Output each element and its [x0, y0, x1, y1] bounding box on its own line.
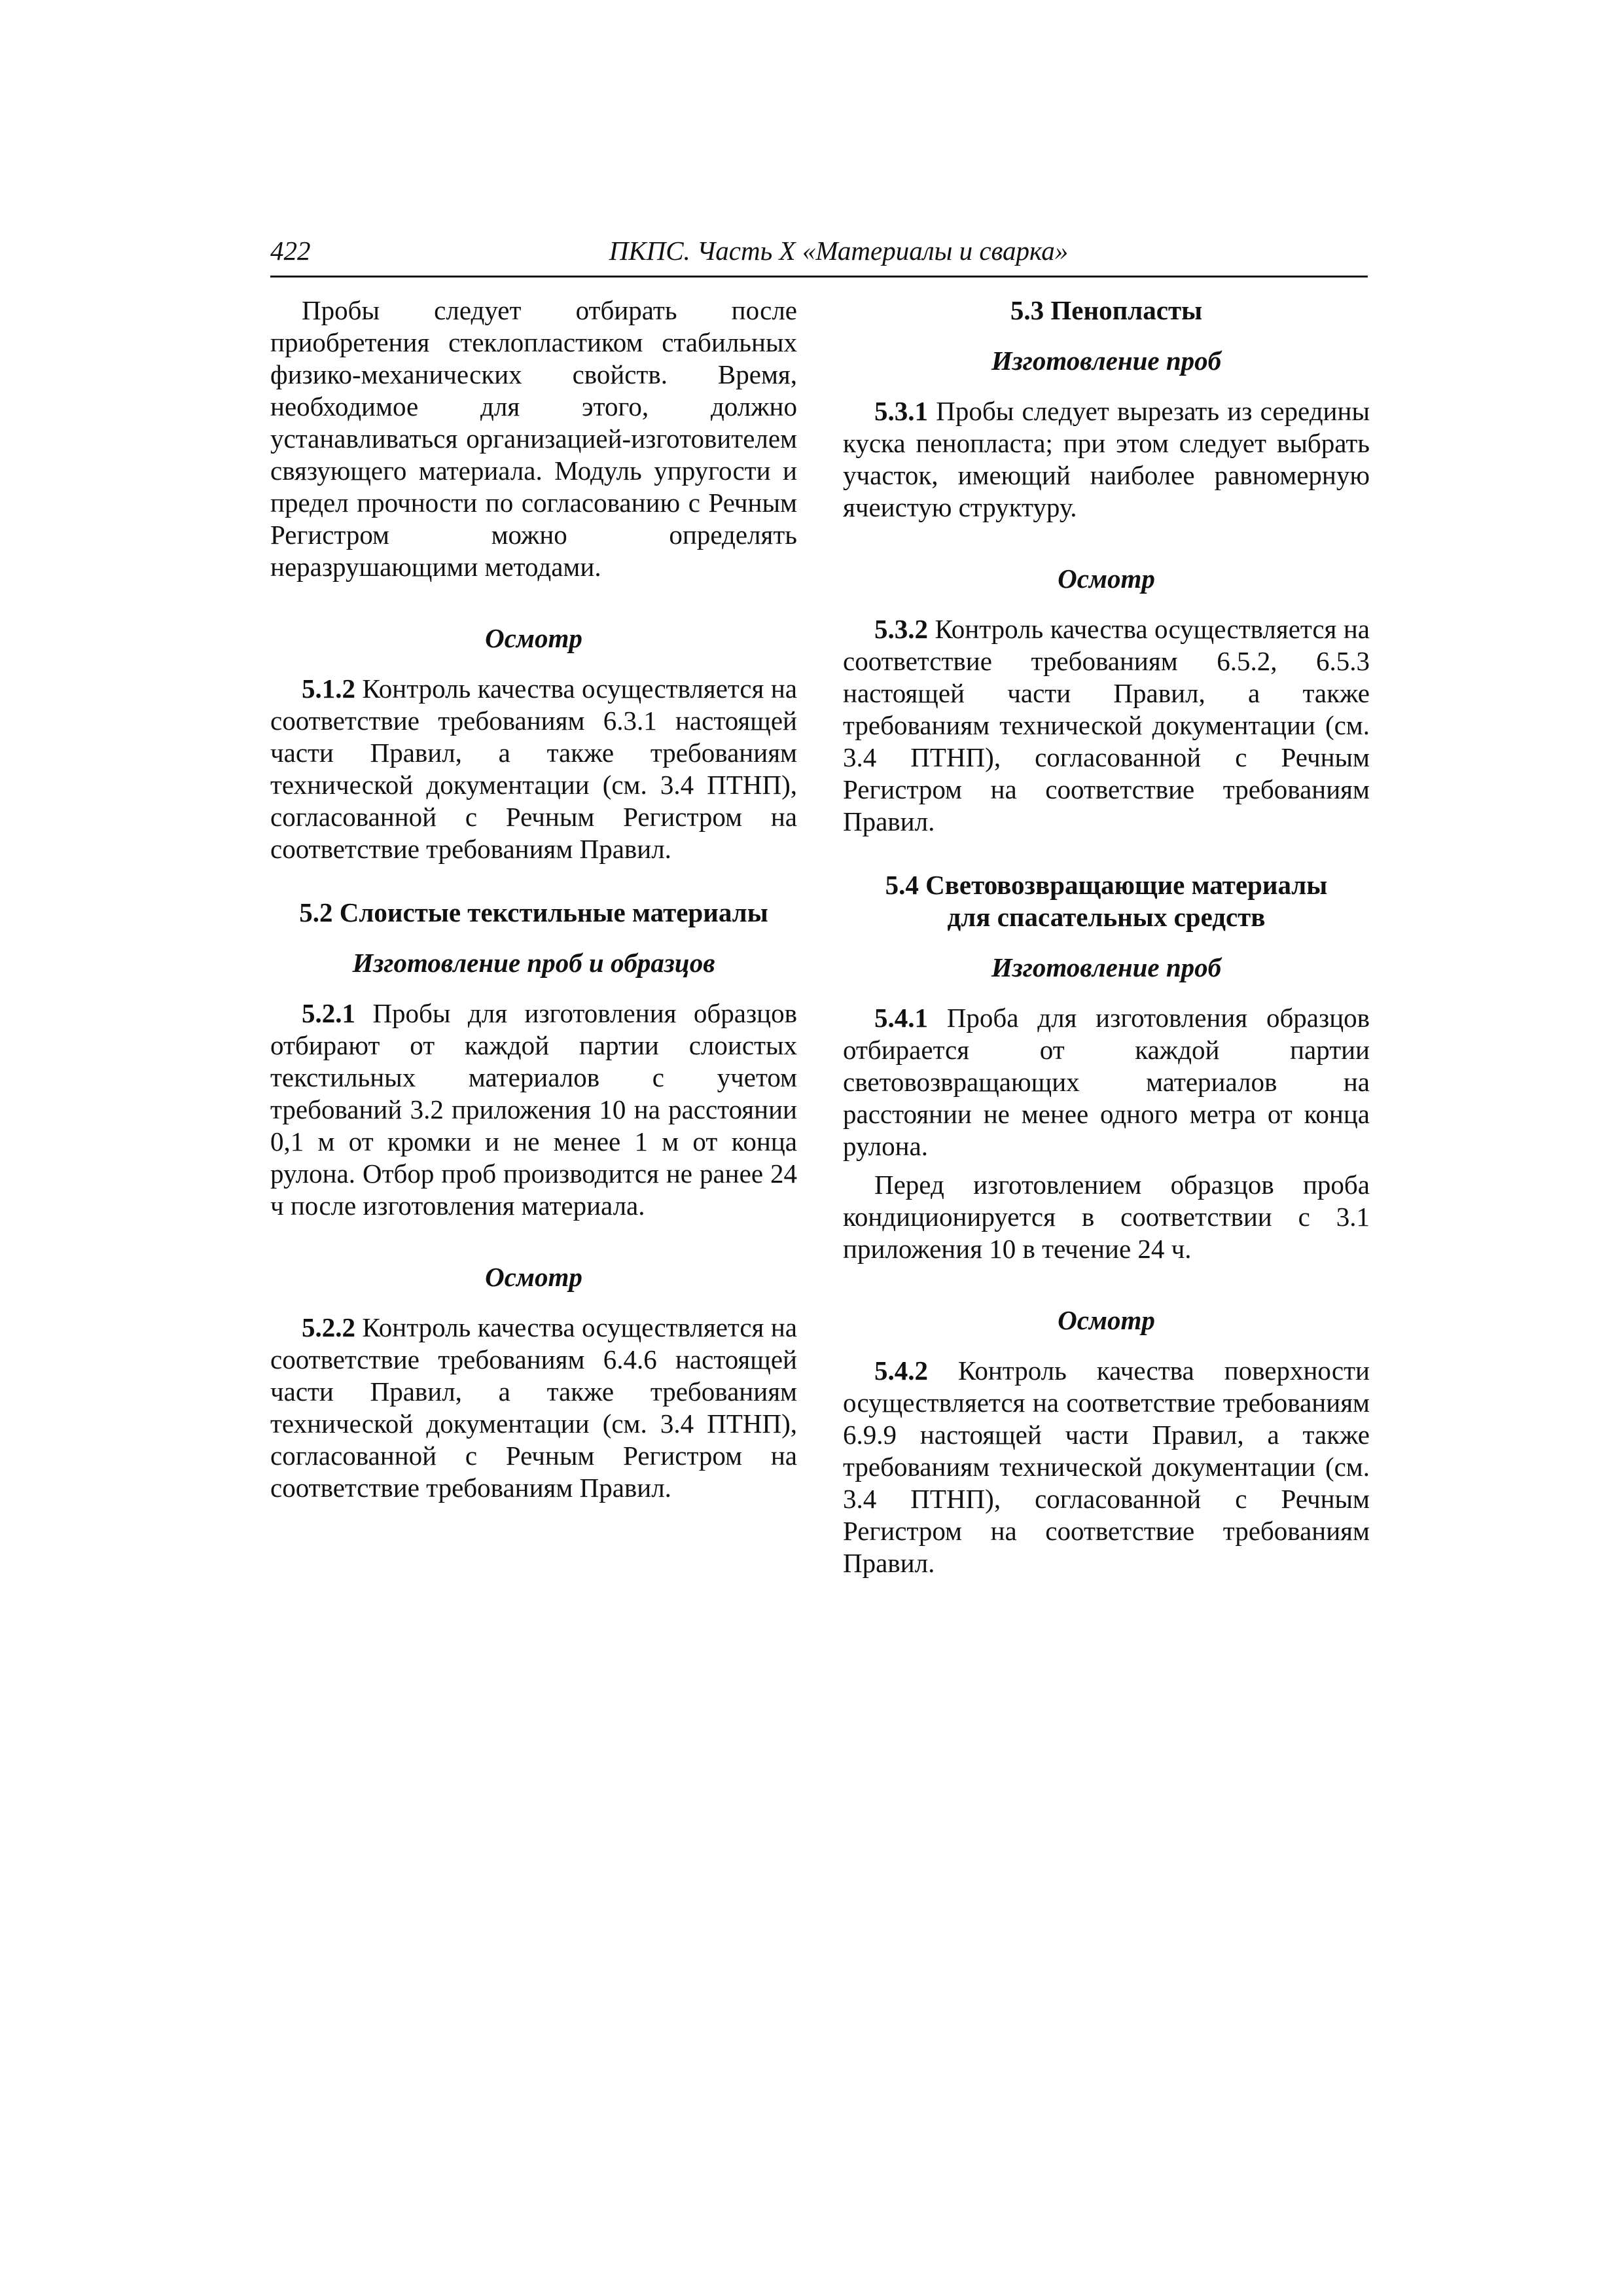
clause-text: Контроль качества осуществляется на соответствие требованиям 6.5.2, 6.5.3 настоящей части Правил, а также требованиям технической документации (см. 3.4 ПТНП), согласованной с Речным Регистром на соответствие требованиям Правил. [843, 614, 1370, 836]
paragraph-5-2-1 [270, 997, 797, 1222]
clause-number: 5.2.1 [302, 998, 355, 1028]
right-column [843, 295, 1370, 1579]
clause-text: Пробы следует вырезать из середины куска пенопласта; при этом следует выбрать участок, имеющий наиболее равномерную ячеистую структуру. [843, 396, 1370, 522]
paragraph-5-4-2 [843, 1355, 1370, 1579]
paragraph-5-4-1 [843, 1002, 1370, 1162]
paragraph-5-4-1b: Перед изготовлением образцов проба кондиционируется в соответствии с 3.1 приложения 10 в течение 24 ч. [843, 1170, 1370, 1264]
subheading-5-2: Изготовление проб и образцов [352, 948, 715, 978]
intro-paragraph: Пробы следует отбирать после приобретения стеклопластиком стабильных физико-механических свойств. Время, необходимое для этого, должно устанавливаться организацией-изготовителем связующего материала. Модуль упругости и предел прочности по согласованию с Речным Регистром можно определять неразрушающими методами. [270, 295, 797, 582]
subheading-5-3: Изготовление проб [991, 346, 1222, 376]
section-5-2-title: 5.2 Слоистые текстильные материалы [299, 897, 768, 927]
section-5-4-title-line1: 5.4 Световозвращающие материалы [885, 870, 1328, 900]
left-column [270, 295, 797, 1504]
clause-number: 5.1.2 [302, 673, 355, 704]
paragraph-5-3-2 [843, 613, 1370, 838]
section-5-3-title: 5.3 Пенопласты [1010, 295, 1203, 325]
clause-number: 5.3.1 [874, 396, 928, 426]
clause-text: Проба для изготовления образцов отбирается от каждой партии световозвращающих материалов на расстоянии не менее одного метра от конца рулона. [843, 1003, 1370, 1161]
inspection-heading: Осмотр [485, 623, 582, 653]
inspection-heading: Осмотр [1058, 1305, 1155, 1335]
paragraph-5-3-1 [843, 395, 1370, 524]
clause-text: Пробы для изготовления образцов отбирают от каждой партии слоистых текстильных материалов с учетом требований 3.2 приложения 10 на расстоянии 0,1 м от кромки и не менее 1 м от конца рулона. Отбор проб производится не ранее 24 ч после изготовления материала. [270, 998, 797, 1221]
clause-number: 5.4.1 [874, 1003, 928, 1033]
clause-text: Контроль качества поверхности осуществляется на соответствие требованиям 6.9.9 настоящей части Правил, а также требованиям технической документации (см. 3.4 ПТНП), согласованной с Речным Регистром на соответствие требованиям Правил. [843, 1355, 1370, 1578]
inspection-heading: Осмотр [485, 1262, 582, 1292]
subheading-5-4: Изготовление проб [991, 952, 1222, 982]
inspection-heading: Осмотр [1058, 564, 1155, 594]
clause-text: Контроль качества осуществляется на соответствие требованиям 6.3.1 настоящей части Правил, а также требованиям технической документации (см. 3.4 ПТНП), согласованной с Речным Регистром на соответствие требованиям Правил. [270, 673, 797, 864]
section-5-4-title-line2: для спасательных средств [947, 902, 1266, 932]
clause-number: 5.3.2 [874, 614, 928, 644]
page-header [270, 232, 1368, 278]
clause-number: 5.2.2 [302, 1312, 355, 1342]
clause-number: 5.4.2 [874, 1355, 928, 1386]
clause-text: Контроль качества осуществляется на соответствие требованиям 6.4.6 настоящей части Правил, а также требованиям технической документации (см. 3.4 ПТНП), согласованной с Речным Регистром на соответствие требованиям Правил. [270, 1312, 797, 1503]
paragraph-5-1-2 [270, 673, 797, 865]
running-title: ПКПС. Часть X «Материалы и сварка» [609, 236, 1069, 266]
page-number: 422 [270, 236, 311, 266]
paragraph-5-2-2 [270, 1312, 797, 1504]
